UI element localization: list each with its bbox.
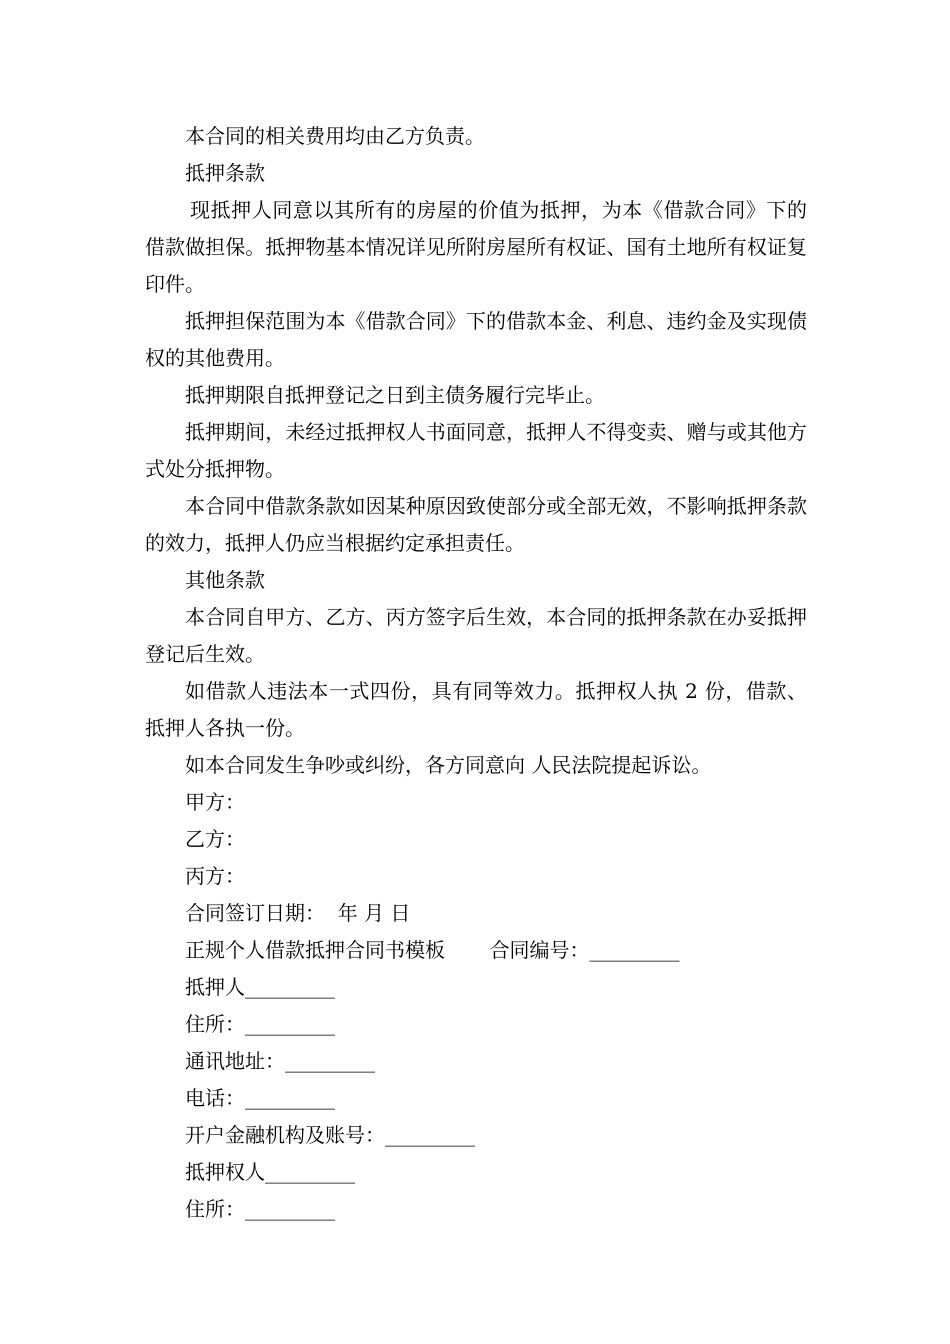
section-heading-mortgage: 抵押条款: [185, 161, 265, 185]
mortgagor-bank-line: 开户金融机构及账号：_________: [185, 1123, 475, 1147]
party-a-line: 甲方：: [185, 790, 245, 814]
mortgagor-address-line: 住所：_________: [185, 1012, 335, 1036]
template-title-line: 正规个人借款抵押合同书模板 合同编号：_________: [185, 938, 680, 962]
paragraph-mortgage-5: 本合同中借款条款如因某种原因致使部分或全部无效，不影响抵押条款的效力，抵押人仍应当根据约定承担责任。: [145, 494, 807, 555]
paragraph-mortgage-3: 抵押期限自抵押登记之日到主债务履行完毕止。: [185, 383, 605, 407]
mortgagee-address-line: 住所：_________: [185, 1197, 335, 1221]
paragraph-other-2: 如借款人违法本一式四份，具有同等效力。抵押权人执 2 份，借款、抵押人各执一份。: [145, 679, 807, 740]
paragraph-other-3: 如本合同发生争吵或纠纷，各方同意向 人民法院提起诉讼。: [185, 753, 712, 777]
party-b-line: 乙方：: [185, 827, 245, 851]
paragraph-mortgage-4: 抵押期间，未经过抵押权人书面同意，抵押人不得变卖、赠与或其他方式处分抵押物。: [145, 420, 807, 481]
mortgagor-phone-line: 电话：_________: [185, 1086, 335, 1110]
paragraph-mortgage-1: 现抵押人同意以其所有的房屋的价值为抵押，为本《借款合同》下的借款做担保。抵押物基本情况详见所附房屋所有权证、国有土地所有权证复印件。: [145, 198, 807, 296]
party-c-line: 丙方：: [185, 864, 245, 888]
sign-date-line: 合同签订日期： 年 月 日: [185, 901, 411, 925]
mortgagee-line: 抵押权人_________: [185, 1160, 355, 1184]
document-body: [145, 118, 807, 1228]
mortgagor-line: 抵押人_________: [185, 975, 335, 999]
section-heading-other: 其他条款: [185, 568, 265, 592]
paragraph-mortgage-2: 抵押担保范围为本《借款合同》下的借款本金、利息、违约金及实现债权的其他费用。: [145, 309, 807, 370]
paragraph-other-1: 本合同自甲方、乙方、丙方签字后生效，本合同的抵押条款在办妥抵押登记后生效。: [145, 605, 807, 666]
paragraph-fee: 本合同的相关费用均由乙方负责。: [185, 124, 485, 148]
mortgagor-mail-line: 通讯地址：_________: [185, 1049, 375, 1073]
